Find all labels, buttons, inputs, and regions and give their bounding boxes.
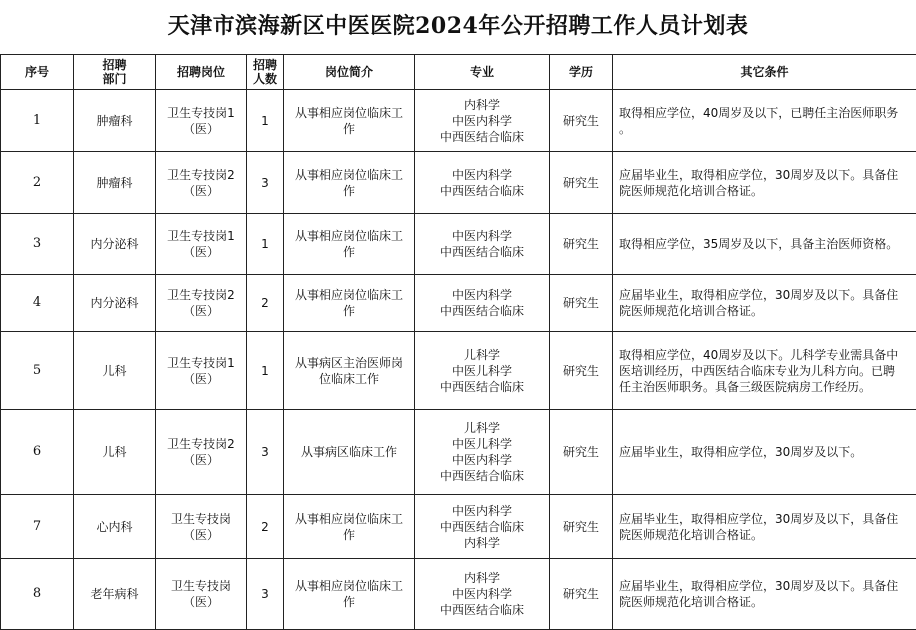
cell-index: 6 [1, 410, 74, 495]
cell-post [156, 332, 247, 410]
cell-post-line: 卫生专技岗 [160, 578, 242, 594]
cell-major-line: 中西医结合临床 [419, 468, 545, 484]
cell-major-line: 儿科学 [419, 420, 545, 436]
cell-major-line: 中医内科学 [419, 167, 545, 183]
cell-intro-line: 位临床工作 [288, 371, 410, 387]
cell-count: 3 [247, 152, 284, 214]
cell-intro [284, 275, 415, 332]
cell-conditions-line: 院医师规范化培训合格证。 [619, 183, 912, 199]
cell-dept: 肿瘤科 [74, 90, 156, 152]
table-row [1, 275, 916, 332]
cell-post-line: 卫生专技岗1 [160, 105, 242, 121]
cell-major-line: 中医儿科学 [419, 363, 545, 379]
cell-count: 3 [247, 410, 284, 495]
cell-conditions-line: 应届毕业生，取得相应学位，30周岁及以下。具备住 [619, 287, 912, 303]
cell-major-line: 内科学 [419, 535, 545, 551]
cell-major-line: 中医内科学 [419, 503, 545, 519]
cell-dept: 老年病科 [74, 559, 156, 630]
cell-dept: 儿科 [74, 332, 156, 410]
header-dept: 招聘 部门 [74, 55, 156, 90]
table-body [1, 90, 916, 630]
cell-post [156, 90, 247, 152]
cell-conditions [613, 275, 916, 332]
cell-conditions-line: 。 [619, 121, 912, 137]
cell-dept: 心内科 [74, 495, 156, 559]
cell-intro-line: 作 [288, 303, 410, 319]
cell-degree: 研究生 [550, 152, 613, 214]
cell-major-line: 内科学 [419, 570, 545, 586]
table-header-row [1, 55, 916, 90]
cell-post-line: 卫生专技岗1 [160, 228, 242, 244]
cell-post-line: 卫生专技岗2 [160, 287, 242, 303]
cell-major [415, 410, 550, 495]
cell-conditions-line: 取得相应学位，40周岁及以下，已聘任主治医师职务 [619, 105, 912, 121]
cell-post-line: 卫生专技岗1 [160, 355, 242, 371]
cell-post-line: （医） [160, 452, 242, 468]
cell-major-line: 中医内科学 [419, 586, 545, 602]
table-row [1, 90, 916, 152]
header-degree: 学历 [550, 55, 613, 90]
cell-conditions [613, 332, 916, 410]
cell-degree: 研究生 [550, 495, 613, 559]
cell-dept: 肿瘤科 [74, 152, 156, 214]
document-title: 天津市滨海新区中医医院2024年公开招聘工作人员计划表 [0, 8, 916, 44]
cell-degree: 研究生 [550, 214, 613, 275]
cell-conditions-line: 任主治医师职务。具备三级医院病房工作经历。 [619, 379, 912, 395]
cell-intro [284, 332, 415, 410]
cell-conditions [613, 410, 916, 495]
cell-major-line: 中西医结合临床 [419, 379, 545, 395]
recruitment-plan-table [0, 54, 916, 630]
cell-major [415, 90, 550, 152]
cell-post-line: 卫生专技岗 [160, 511, 242, 527]
cell-index: 2 [1, 152, 74, 214]
cell-conditions [613, 495, 916, 559]
cell-index: 8 [1, 559, 74, 630]
cell-index: 1 [1, 90, 74, 152]
cell-intro-line: 作 [288, 527, 410, 543]
cell-conditions-line: 医培训经历，中西医结合临床专业为儿科方向。已聘 [619, 363, 912, 379]
cell-intro-line: 作 [288, 183, 410, 199]
cell-count: 2 [247, 275, 284, 332]
header-major: 专业 [415, 55, 550, 90]
cell-dept: 儿科 [74, 410, 156, 495]
cell-index: 4 [1, 275, 74, 332]
cell-major [415, 214, 550, 275]
cell-conditions-line: 应届毕业生，取得相应学位，30周岁及以下。具备住 [619, 167, 912, 183]
cell-intro-line: 从事相应岗位临床工 [288, 167, 410, 183]
cell-post [156, 410, 247, 495]
cell-post-line: （医） [160, 594, 242, 610]
cell-intro [284, 559, 415, 630]
header-conditions: 其它条件 [613, 55, 916, 90]
cell-intro [284, 90, 415, 152]
cell-post [156, 559, 247, 630]
cell-post-line: （医） [160, 527, 242, 543]
cell-major-line: 中西医结合临床 [419, 303, 545, 319]
cell-post-line: （医） [160, 121, 242, 137]
cell-post-line: 卫生专技岗2 [160, 436, 242, 452]
cell-conditions [613, 90, 916, 152]
cell-count: 1 [247, 90, 284, 152]
cell-conditions-line: 应届毕业生，取得相应学位，30周岁及以下。 [619, 444, 912, 460]
cell-major [415, 275, 550, 332]
cell-intro-line: 作 [288, 594, 410, 610]
cell-index: 5 [1, 332, 74, 410]
cell-conditions-line: 院医师规范化培训合格证。 [619, 527, 912, 543]
cell-major-line: 中西医结合临床 [419, 602, 545, 618]
cell-major-line: 儿科学 [419, 347, 545, 363]
cell-intro-line: 从事相应岗位临床工 [288, 287, 410, 303]
cell-major-line: 中西医结合临床 [419, 129, 545, 145]
cell-degree: 研究生 [550, 410, 613, 495]
cell-post [156, 152, 247, 214]
header-index: 序号 [1, 55, 74, 90]
cell-post-line: （医） [160, 371, 242, 387]
cell-count: 1 [247, 332, 284, 410]
cell-major [415, 332, 550, 410]
cell-conditions-line: 院医师规范化培训合格证。 [619, 303, 912, 319]
table-row [1, 214, 916, 275]
cell-degree: 研究生 [550, 275, 613, 332]
cell-major [415, 152, 550, 214]
cell-major-line: 中医内科学 [419, 287, 545, 303]
cell-intro-line: 从事相应岗位临床工 [288, 105, 410, 121]
cell-major-line: 中医内科学 [419, 228, 545, 244]
cell-intro [284, 152, 415, 214]
cell-post-line: （医） [160, 244, 242, 260]
table-row [1, 559, 916, 630]
cell-intro [284, 214, 415, 275]
cell-major-line: 内科学 [419, 97, 545, 113]
cell-conditions-line: 取得相应学位，40周岁及以下。儿科学专业需具备中 [619, 347, 912, 363]
header-post: 招聘岗位 [156, 55, 247, 90]
cell-count: 3 [247, 559, 284, 630]
cell-count: 2 [247, 495, 284, 559]
cell-major-line: 中医儿科学 [419, 436, 545, 452]
table-row [1, 152, 916, 214]
cell-dept: 内分泌科 [74, 275, 156, 332]
cell-count: 1 [247, 214, 284, 275]
header-intro: 岗位简介 [284, 55, 415, 90]
cell-index: 7 [1, 495, 74, 559]
table-row [1, 410, 916, 495]
cell-conditions-line: 院医师规范化培训合格证。 [619, 594, 912, 610]
cell-intro-line: 从事相应岗位临床工 [288, 578, 410, 594]
cell-conditions [613, 214, 916, 275]
cell-major-line: 中西医结合临床 [419, 519, 545, 535]
cell-major-line: 中医内科学 [419, 113, 545, 129]
table-row [1, 332, 916, 410]
cell-intro-line: 从事病区主治医师岗 [288, 355, 410, 371]
cell-degree: 研究生 [550, 332, 613, 410]
table-row [1, 495, 916, 559]
cell-intro-line: 从事病区临床工作 [288, 444, 410, 460]
cell-major [415, 495, 550, 559]
cell-intro-line: 作 [288, 244, 410, 260]
cell-degree: 研究生 [550, 559, 613, 630]
cell-conditions [613, 559, 916, 630]
cell-post [156, 214, 247, 275]
cell-major-line: 中西医结合临床 [419, 183, 545, 199]
cell-intro [284, 410, 415, 495]
cell-major [415, 559, 550, 630]
cell-major-line: 中医内科学 [419, 452, 545, 468]
cell-post-line: （医） [160, 303, 242, 319]
cell-intro [284, 495, 415, 559]
cell-intro-line: 从事相应岗位临床工 [288, 228, 410, 244]
cell-intro-line: 从事相应岗位临床工 [288, 511, 410, 527]
cell-conditions-line: 取得相应学位，35周岁及以下，具备主治医师资格。 [619, 236, 912, 252]
cell-post [156, 495, 247, 559]
cell-conditions-line: 应届毕业生，取得相应学位，30周岁及以下。具备住 [619, 578, 912, 594]
cell-conditions-line: 应届毕业生，取得相应学位，30周岁及以下，具备住 [619, 511, 912, 527]
cell-major-line: 中西医结合临床 [419, 244, 545, 260]
cell-post-line: 卫生专技岗2 [160, 167, 242, 183]
cell-intro-line: 作 [288, 121, 410, 137]
cell-dept: 内分泌科 [74, 214, 156, 275]
cell-post-line: （医） [160, 183, 242, 199]
cell-conditions [613, 152, 916, 214]
cell-post [156, 275, 247, 332]
cell-degree: 研究生 [550, 90, 613, 152]
cell-index: 3 [1, 214, 74, 275]
header-count: 招聘 人数 [247, 55, 284, 90]
